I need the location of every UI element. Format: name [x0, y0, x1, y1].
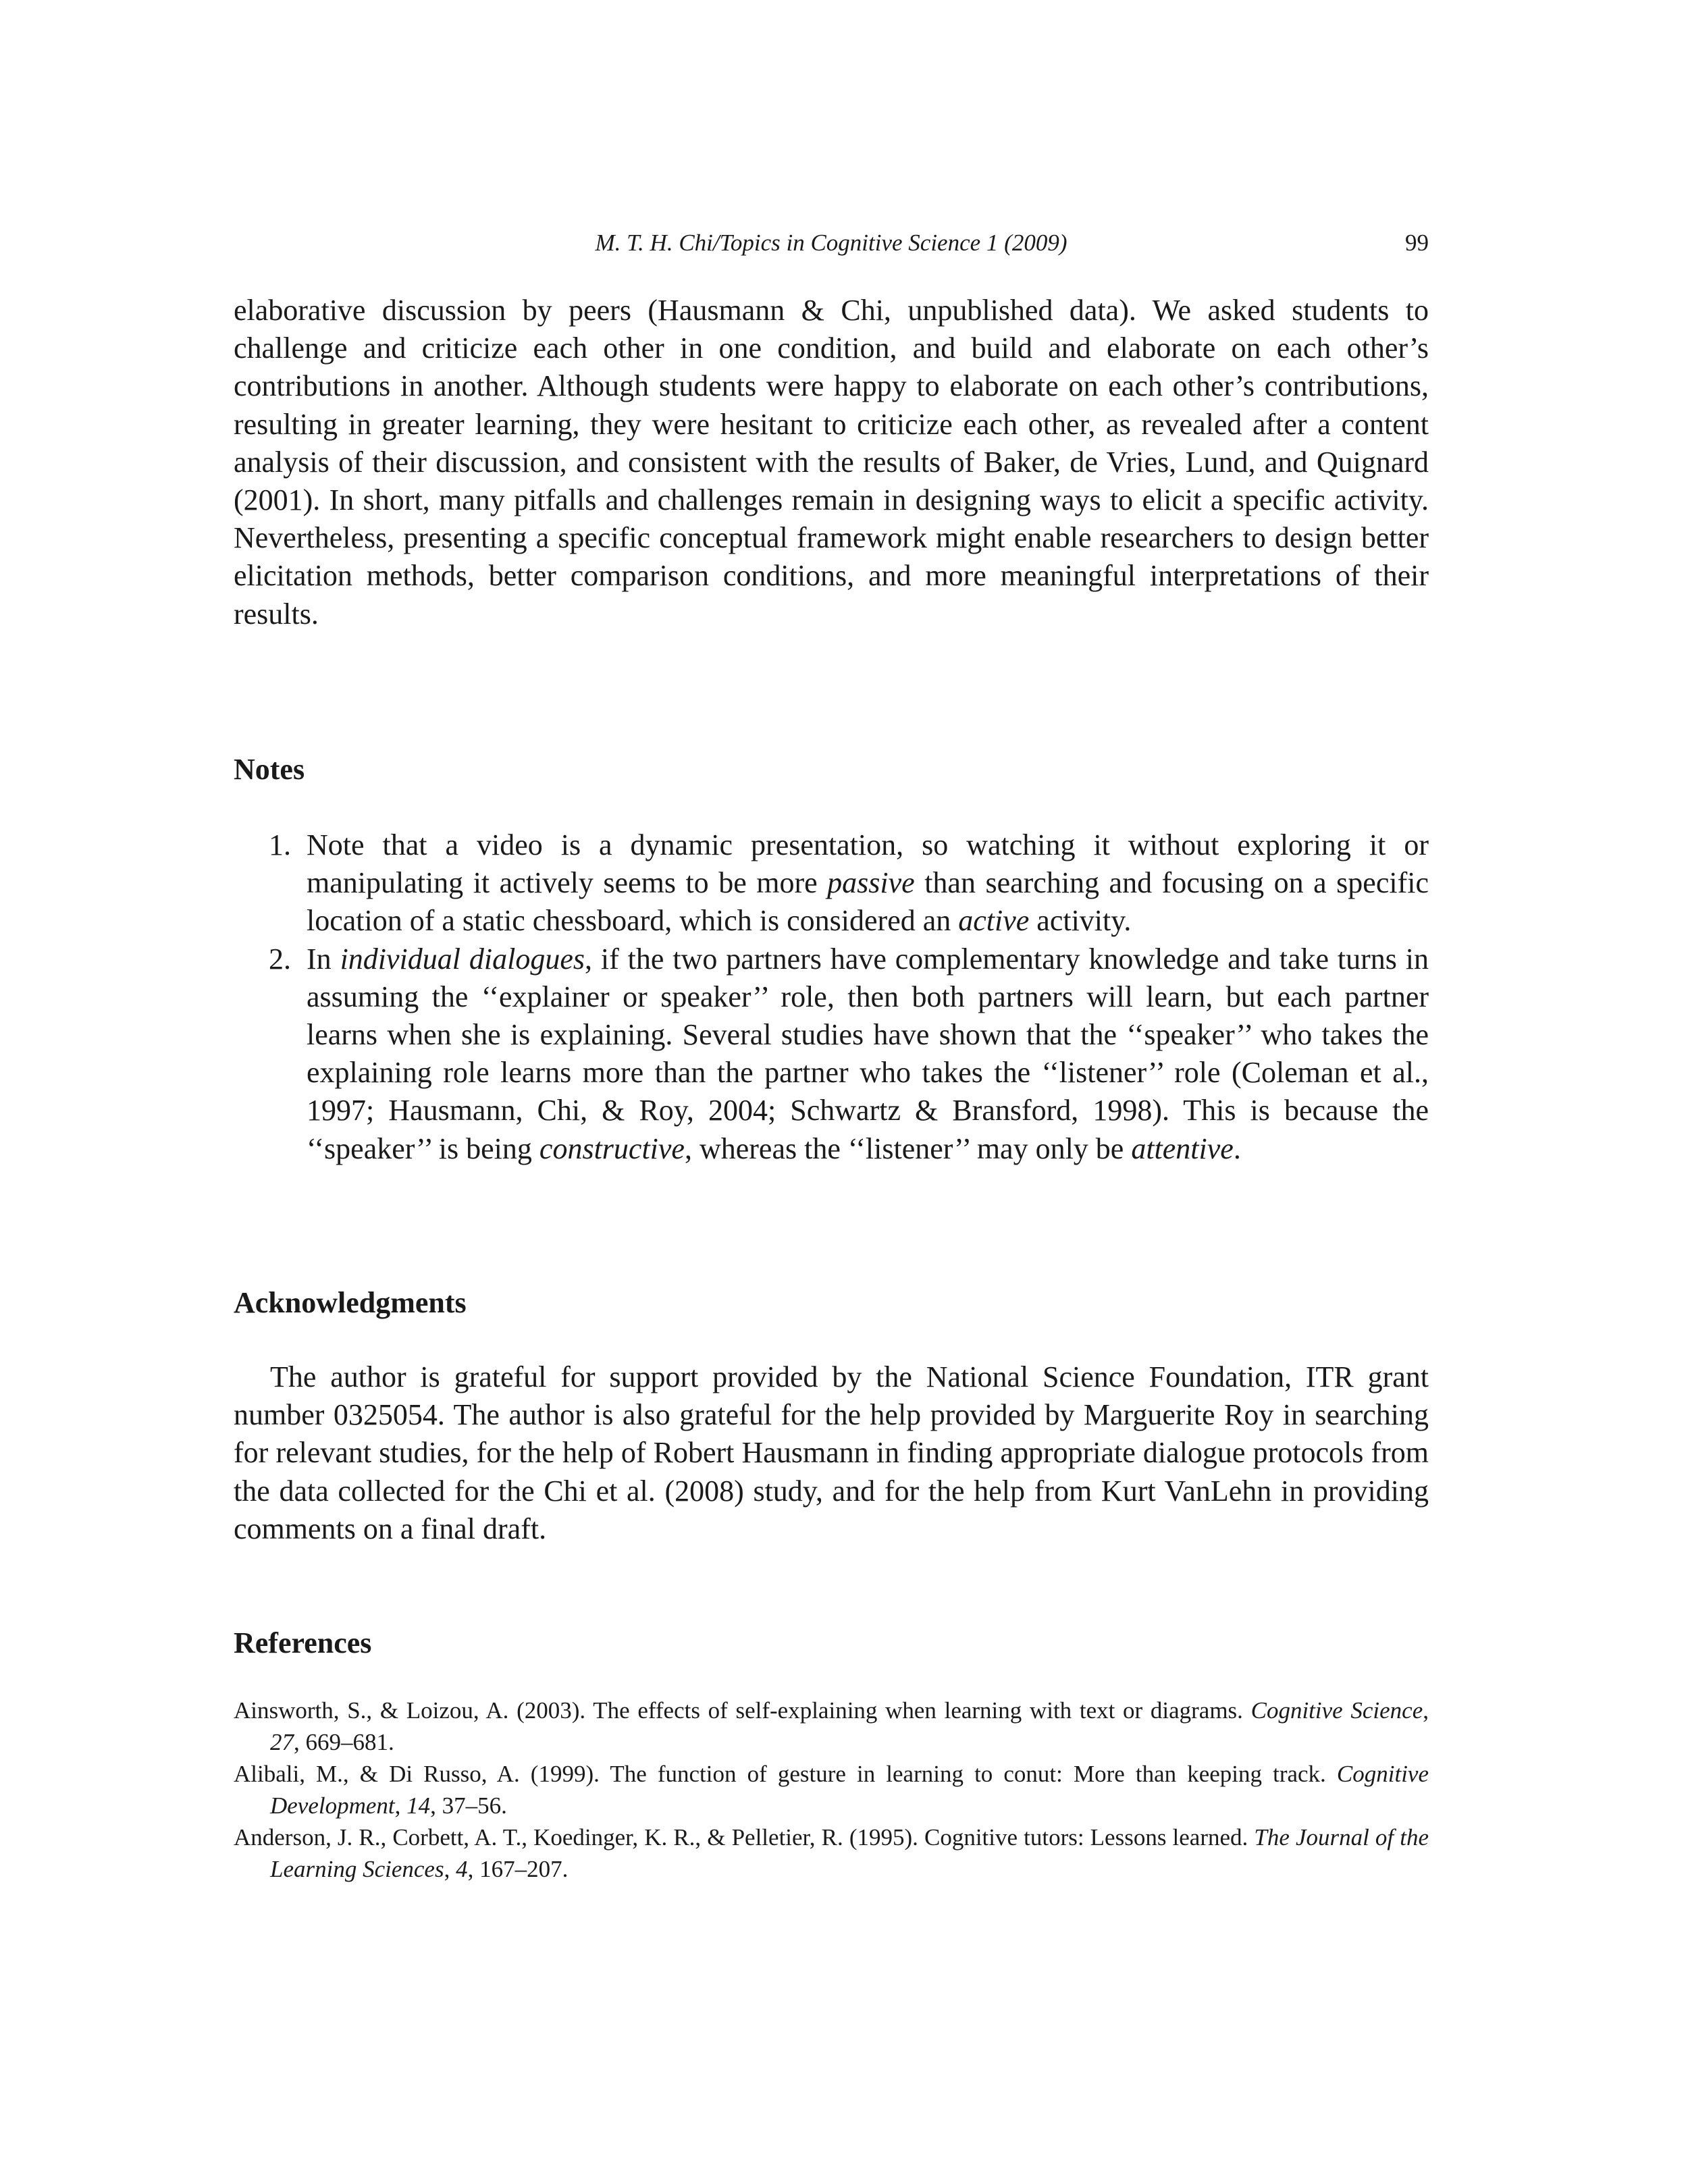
note-text: . [1233, 1131, 1241, 1165]
note-text: than searching and focusing on a specific location of a static chessboard, which is considered an [307, 866, 1429, 938]
note-emphasis: active [958, 904, 1030, 938]
reference-item [234, 1758, 1429, 1821]
reference-separator: , [394, 1792, 407, 1819]
reference-item [234, 1695, 1429, 1758]
note-text: activity. [1029, 904, 1132, 938]
references-heading: References [234, 1626, 372, 1659]
reference-pages: , 167–207. [467, 1856, 569, 1882]
note-number: 2. [269, 942, 291, 976]
reference-volume: 4 [456, 1856, 468, 1882]
reference-separator: , [1423, 1697, 1429, 1724]
note-text: In [307, 942, 340, 976]
note-text: Note that a video is a dynamic presentation, so watching it without exploring it or manipulating it actively seems to be more [307, 828, 1429, 900]
note-emphasis: constructive [539, 1131, 685, 1165]
page-number: 99 [1405, 230, 1429, 256]
reference-text: Alibali, M., & Di Russo, A. (1999). The function of gesture in learning to conut: More than keeping track. [234, 1761, 1337, 1787]
note-emphasis: attentive [1131, 1131, 1234, 1165]
running-head [234, 223, 1429, 263]
reference-text: Ainsworth, S., & Loizou, A. (2003). The effects of self-explaining when learning with text or diagrams. [234, 1697, 1251, 1724]
reference-journal: The Journal of the Learning Sciences [270, 1824, 1429, 1882]
note-item [234, 826, 1429, 940]
reference-item [234, 1821, 1429, 1885]
note-emphasis: individual dialogues [340, 942, 585, 976]
note-text: , if the two partners have complementary knowledge and take turns in assuming the ‘‘explainer or speaker’’ role, then both partners will learn, but each partner learns when she is explaining. Several studies have shown that the ‘‘speaker’’ who takes the explaining role learns more than the partner who takes the ‘‘listener’’ role (Coleman et al., 1997; Hausmann, Chi, & Roy, 2004; Schwartz & Bransford, 1998). This is because the ‘‘speaker’’ is being [307, 942, 1429, 1165]
reference-pages: , 37–56. [430, 1792, 507, 1819]
reference-volume: 14 [406, 1792, 431, 1819]
running-title: M. T. H. Chi/Topics in Cognitive Science 1 (2009) [595, 230, 1067, 256]
note-text: , whereas the ‘‘listener’’ may only be [684, 1131, 1132, 1165]
notes-heading: Notes [234, 753, 305, 786]
acknowledgments-paragraph: The author is grateful for support provided by the National Science Foundation, ITR grant number 0325054. The author is also grateful for the help provided by Marguerite Roy in searching for relevant studies, for the help of Robert Hausmann in finding appropriate dialogue protocols from the data collected for the Chi et al. (2008) study, and for the help from Kurt VanLehn in providing comments on a final draft. [234, 1360, 1429, 1545]
note-number: 1. [269, 828, 291, 861]
reference-text: Anderson, J. R., Corbett, A. T., Koedinger, K. R., & Pelletier, R. (1995). Cognitive tutors: Lessons learned. [234, 1824, 1255, 1850]
reference-journal: Cognitive Science [1250, 1697, 1423, 1724]
reference-separator: , [444, 1856, 456, 1882]
note-emphasis: passive [827, 866, 915, 900]
note-item [234, 940, 1429, 1168]
intro-paragraph: elaborative discussion by peers (Hausmann & Chi, unpublished data). We asked students to challenge and criticize each other in one condition, and build and elaborate on each other’s contributions in another. Although students were happy to elaborate on each other’s contributions, resulting in greater learning, they were hesitant to criticize each other, as revealed after a content analysis of their discussion, and consistent with the results of Baker, de Vries, Lund, and Quignard (2001). In short, many pitfalls and challenges remain in designing ways to elicit a specific activity. Nevertheless, presenting a specific conceptual framework might enable researchers to design better elicitation methods, better comparison conditions, and more meaningful interpretations of their results. [234, 294, 1429, 631]
acknowledgments-heading: Acknowledgments [234, 1286, 467, 1319]
reference-pages: , 669–681. [294, 1729, 394, 1755]
notes-list [234, 826, 1429, 1168]
reference-volume: 27 [270, 1729, 294, 1755]
reference-journal: Cognitive Development [270, 1761, 1429, 1819]
references-list [234, 1695, 1429, 1885]
